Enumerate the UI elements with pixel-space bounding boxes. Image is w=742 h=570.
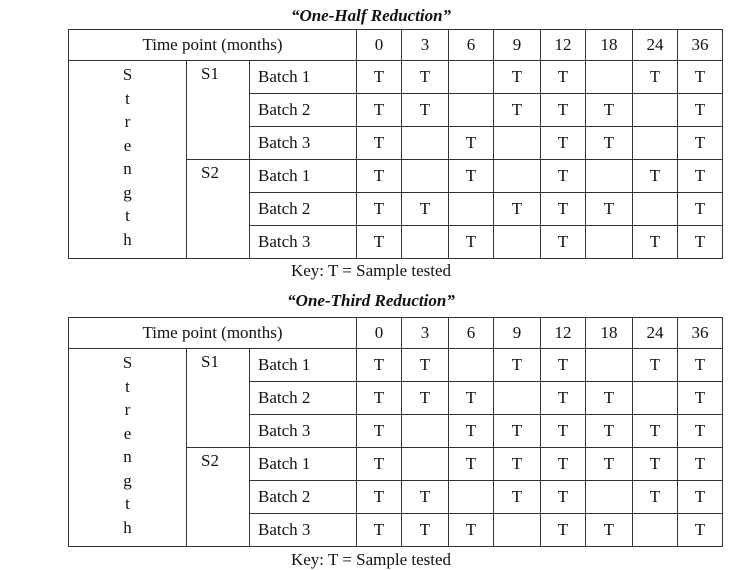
sample-cell xyxy=(494,514,541,547)
timepoint-header: 12 xyxy=(541,30,586,61)
batch-label: Batch 1 xyxy=(250,448,357,481)
sample-cell: T xyxy=(357,415,402,448)
strength-letter: e xyxy=(123,423,132,443)
sample-cell: T xyxy=(678,160,723,193)
sample-cell: T xyxy=(494,61,541,94)
sample-cell: T xyxy=(357,193,402,226)
sample-cell: T xyxy=(449,127,494,160)
sample-cell xyxy=(633,94,678,127)
timepoint-header: 6 xyxy=(449,30,494,61)
strength-name: S2 xyxy=(187,160,250,259)
sample-cell: T xyxy=(402,94,449,127)
header-row xyxy=(69,30,723,61)
sample-cell xyxy=(449,94,494,127)
sample-cell: T xyxy=(633,448,678,481)
sample-cell xyxy=(633,193,678,226)
strength-letter: n xyxy=(123,447,132,466)
sample-cell: T xyxy=(633,349,678,382)
strength-name: S1 xyxy=(187,349,250,448)
sample-cell: T xyxy=(678,382,723,415)
sample-cell: T xyxy=(449,226,494,259)
sample-cell xyxy=(586,349,633,382)
sample-cell: T xyxy=(541,226,586,259)
sample-cell: T xyxy=(541,127,586,160)
time-point-header: Time point (months) xyxy=(69,318,357,349)
strength-letter: t xyxy=(125,494,130,513)
batch-label: Batch 1 xyxy=(250,349,357,382)
timepoint-header: 36 xyxy=(678,30,723,61)
sample-cell: T xyxy=(586,127,633,160)
table-title-one-third: “One-Third Reduction” xyxy=(287,291,455,310)
batch-label: Batch 3 xyxy=(250,514,357,547)
sample-cell: T xyxy=(402,514,449,547)
batch-label: Batch 2 xyxy=(250,193,357,226)
strength-vertical-label xyxy=(69,349,187,547)
sample-cell: T xyxy=(402,382,449,415)
sample-cell xyxy=(586,481,633,514)
batch-label: Batch 3 xyxy=(250,415,357,448)
sample-cell: T xyxy=(678,193,723,226)
batch-label: Batch 3 xyxy=(250,226,357,259)
sample-cell xyxy=(402,448,449,481)
sample-cell: T xyxy=(678,127,723,160)
sample-cell: T xyxy=(541,349,586,382)
strength-letter: g xyxy=(123,470,132,490)
sample-cell: T xyxy=(357,514,402,547)
sample-cell xyxy=(449,481,494,514)
sample-cell xyxy=(449,61,494,94)
timepoint-header: 24 xyxy=(633,30,678,61)
sample-cell: T xyxy=(402,193,449,226)
key-note-one-half: Key: T = Sample tested xyxy=(290,261,452,280)
sample-cell: T xyxy=(678,226,723,259)
one-third-reduction-table xyxy=(68,317,723,547)
strength-letter: t xyxy=(125,88,130,108)
timepoint-header: 18 xyxy=(586,30,633,61)
sample-cell: T xyxy=(541,94,586,127)
key-note-one-third: Key: T = Sample tested xyxy=(290,550,452,569)
table-row xyxy=(69,349,723,382)
sample-cell xyxy=(633,382,678,415)
strength-vertical-label xyxy=(69,61,187,259)
strength-name: S1 xyxy=(187,61,250,160)
strength-letter: e xyxy=(123,135,132,155)
batch-label: Batch 2 xyxy=(250,94,357,127)
sample-cell: T xyxy=(449,514,494,547)
sample-cell: T xyxy=(402,349,449,382)
strength-letter: h xyxy=(123,229,132,249)
timepoint-header: 3 xyxy=(402,318,449,349)
sample-cell: T xyxy=(357,481,402,514)
timepoint-header: 6 xyxy=(449,318,494,349)
sample-cell xyxy=(586,160,633,193)
timepoint-header: 24 xyxy=(633,318,678,349)
sample-cell: T xyxy=(678,448,723,481)
sample-cell: T xyxy=(494,349,541,382)
sample-cell: T xyxy=(678,61,723,94)
timepoint-header: 9 xyxy=(494,30,541,61)
sample-cell xyxy=(494,127,541,160)
sample-cell: T xyxy=(633,160,678,193)
sample-cell xyxy=(586,61,633,94)
batch-label: Batch 3 xyxy=(250,127,357,160)
strength-letter: n xyxy=(123,159,132,178)
timepoint-header: 12 xyxy=(541,318,586,349)
sample-cell: T xyxy=(586,193,633,226)
sample-cell: T xyxy=(449,160,494,193)
timepoint-header: 0 xyxy=(357,30,402,61)
sample-cell xyxy=(586,226,633,259)
sample-cell: T xyxy=(357,226,402,259)
sample-cell: T xyxy=(357,382,402,415)
sample-cell xyxy=(494,382,541,415)
sample-cell: T xyxy=(586,448,633,481)
strength-letter: t xyxy=(125,206,130,225)
sample-cell: T xyxy=(357,61,402,94)
sample-cell: T xyxy=(541,415,586,448)
sample-cell: T xyxy=(678,94,723,127)
sample-cell: T xyxy=(449,448,494,481)
sample-cell: T xyxy=(449,415,494,448)
sample-cell: T xyxy=(402,481,449,514)
sample-cell: T xyxy=(494,415,541,448)
sample-cell: T xyxy=(678,349,723,382)
sample-cell: T xyxy=(586,514,633,547)
sample-cell: T xyxy=(633,61,678,94)
sample-cell: T xyxy=(541,514,586,547)
timepoint-header: 3 xyxy=(402,30,449,61)
sample-cell xyxy=(402,226,449,259)
sample-cell: T xyxy=(633,226,678,259)
sample-cell xyxy=(633,127,678,160)
sample-cell: T xyxy=(633,481,678,514)
sample-cell xyxy=(633,514,678,547)
sample-cell: T xyxy=(586,94,633,127)
sample-cell xyxy=(449,193,494,226)
sample-cell: T xyxy=(678,514,723,547)
sample-cell: T xyxy=(541,160,586,193)
sample-cell: T xyxy=(357,127,402,160)
sample-cell: T xyxy=(357,349,402,382)
strength-letter: S xyxy=(122,353,133,372)
sample-cell xyxy=(494,226,541,259)
sample-cell xyxy=(402,127,449,160)
sample-cell xyxy=(494,160,541,193)
sample-cell: T xyxy=(633,415,678,448)
sample-cell: T xyxy=(402,61,449,94)
strength-name: S2 xyxy=(187,448,250,547)
strength-letter: g xyxy=(123,182,132,202)
batch-label: Batch 1 xyxy=(250,160,357,193)
time-point-header: Time point (months) xyxy=(69,30,357,61)
sample-cell: T xyxy=(541,61,586,94)
sample-cell: T xyxy=(586,382,633,415)
batch-label: Batch 2 xyxy=(250,481,357,514)
batch-label: Batch 1 xyxy=(250,61,357,94)
sample-cell: T xyxy=(357,94,402,127)
sample-cell: T xyxy=(541,193,586,226)
strength-letter: h xyxy=(123,517,132,537)
strength-letters xyxy=(69,63,186,251)
sample-cell: T xyxy=(586,415,633,448)
timepoint-header: 18 xyxy=(586,318,633,349)
timepoint-header: 0 xyxy=(357,318,402,349)
sample-cell: T xyxy=(541,481,586,514)
sample-cell: T xyxy=(541,448,586,481)
sample-cell: T xyxy=(541,382,586,415)
sample-cell: T xyxy=(494,193,541,226)
strength-letter: r xyxy=(124,400,131,419)
strength-letter: S xyxy=(122,65,133,84)
sample-cell xyxy=(402,160,449,193)
table-title-one-half: “One-Half Reduction” xyxy=(290,6,452,25)
header-row xyxy=(69,318,723,349)
strength-letter: t xyxy=(125,376,130,396)
sample-cell: T xyxy=(449,382,494,415)
one-half-reduction-table xyxy=(68,29,723,259)
sample-cell: T xyxy=(357,160,402,193)
sample-cell: T xyxy=(678,415,723,448)
sample-cell: T xyxy=(494,94,541,127)
sample-cell: T xyxy=(494,481,541,514)
sample-cell: T xyxy=(357,448,402,481)
sample-cell xyxy=(449,349,494,382)
timepoint-header: 36 xyxy=(678,318,723,349)
timepoint-header: 9 xyxy=(494,318,541,349)
table-row xyxy=(69,61,723,94)
strength-letters xyxy=(69,351,186,539)
sample-cell: T xyxy=(678,481,723,514)
sample-cell: T xyxy=(494,448,541,481)
batch-label: Batch 2 xyxy=(250,382,357,415)
sample-cell xyxy=(402,415,449,448)
strength-letter: r xyxy=(124,112,131,131)
